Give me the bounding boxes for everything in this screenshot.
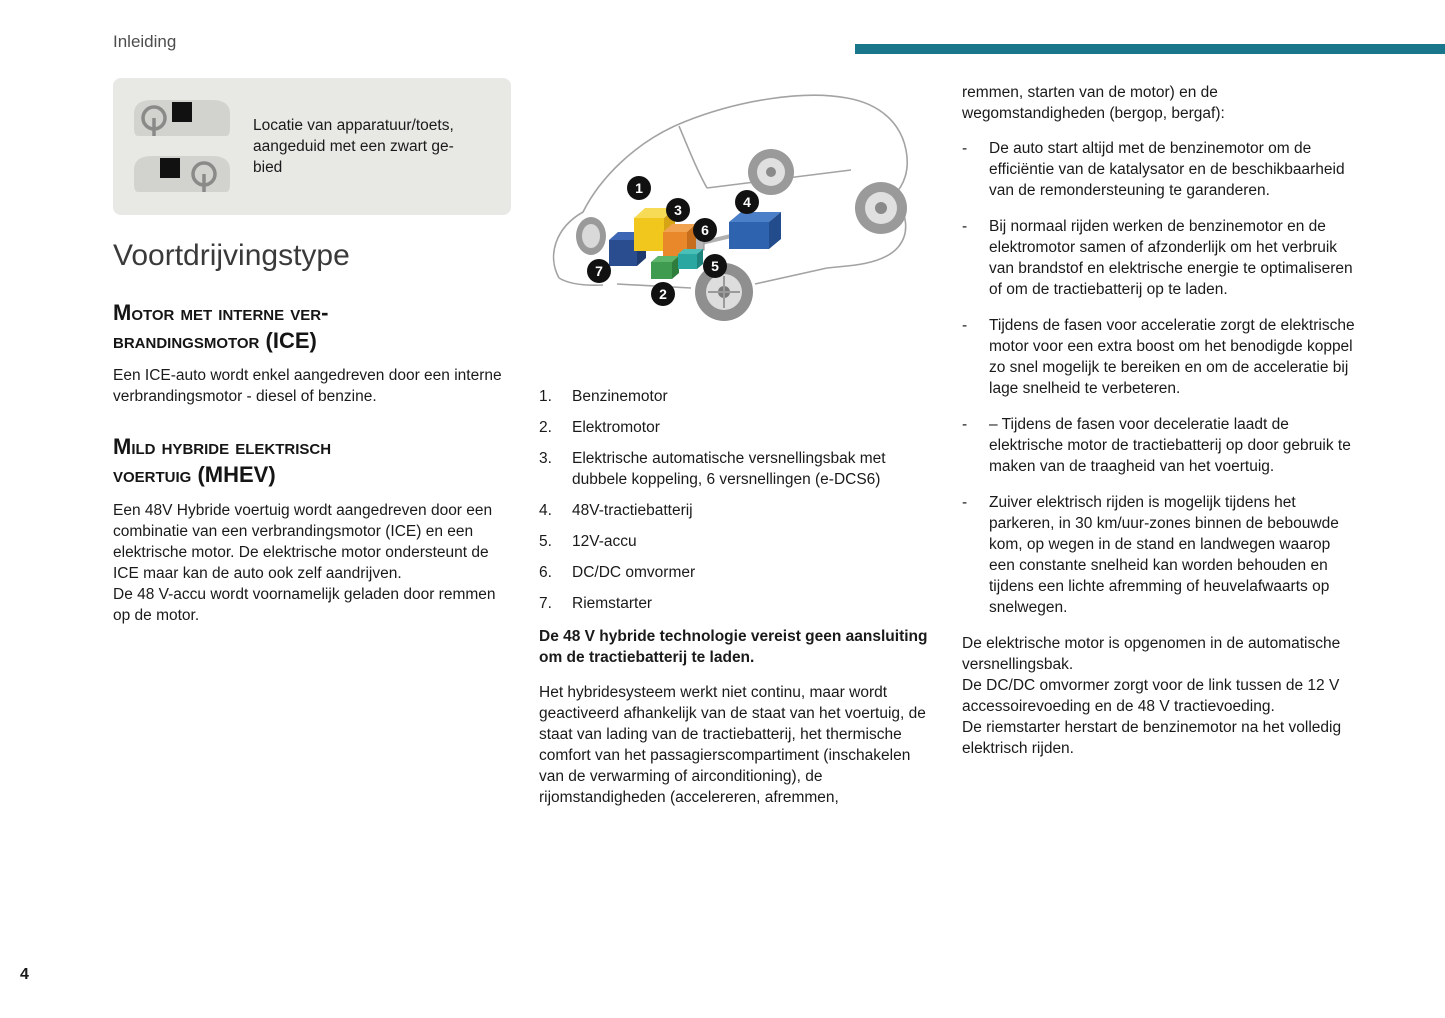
middle-column (539, 70, 931, 812)
hybrid-system-paragraph: Het hybridesysteem werkt niet continu, maar wordt geactiveerd afhankelijk van de staat van het voertuig, de staat van lading van de tractiebatterij, het thermische comfort van het passagierscompartiment (inschakelen van de verwarming of airconditioning), de rijomstandigheden (accelereren, afremmen, (539, 684, 926, 806)
bullet-item (962, 492, 1357, 618)
page-number: 4 (20, 966, 29, 983)
bullet-text: Bij normaal rijden werken de benzinemotor en de elektromotor samen of afzonderlijk om het verbruik van brandstof en elektrische energie te optimaliseren of om de tractiebatterij op te laden. (989, 218, 1353, 298)
list-item (539, 562, 931, 583)
bullet-item (962, 414, 1357, 477)
bullet-item (962, 138, 1357, 201)
list-item-text: Elektromotor (572, 419, 660, 436)
list-item-text: 12V-accu (572, 533, 637, 550)
list-item-number: 3. (539, 450, 552, 467)
list-item-text: Elektrische automatische versnellingsbak met dubbele koppeling, 6 versnellingen (e-DCS6) (572, 450, 886, 488)
list-item-number: 1. (539, 388, 552, 405)
svg-text:5: 5 (711, 258, 719, 274)
bullet-item (962, 216, 1357, 300)
list-item-number: 5. (539, 533, 552, 550)
rear-right-wheel-icon (855, 182, 907, 234)
bullet-marker: - (962, 494, 968, 511)
svg-text:6: 6 (701, 222, 709, 238)
component-list (539, 386, 931, 614)
legend-text-line: Locatie van apparatuur/toets, (253, 117, 454, 134)
intro-paragraph: remmen, starten van de motor) en de wegomstandigheden (bergop, bergaf): (962, 84, 1225, 122)
accent-bar (855, 44, 1445, 54)
powertrain-diagram (539, 70, 931, 372)
list-item-text: DC/DC omvormer (572, 564, 696, 581)
list-item-number: 2. (539, 419, 552, 436)
bold-note: De 48 V hybride technologie vereist geen aansluiting om de tractiebatterij te laden. (539, 628, 928, 666)
list-item (539, 531, 931, 552)
legend-text-line: bied (253, 159, 283, 176)
heading-line: voertuig (MHEV) (113, 462, 276, 488)
svg-text:2: 2 (659, 286, 667, 302)
right-column (962, 82, 1357, 759)
svg-text:7: 7 (595, 263, 603, 279)
bullet-marker: - (962, 218, 968, 235)
list-item-text: 48V-tractiebatterij (572, 502, 693, 519)
diagram-marker-5 (703, 254, 727, 278)
belt-starter-box (651, 256, 679, 279)
section-heading-ice (113, 299, 511, 355)
diagram-marker-3 (666, 198, 690, 222)
section-heading-mhev (113, 433, 511, 489)
bullet-marker: - (962, 317, 968, 334)
list-item (539, 386, 931, 407)
outro-line: De DC/DC omvormer zorgt voor de link tussen de 12 V accessoirevoeding en de 48 V tractievoeding. (962, 677, 1340, 715)
section-paragraph: Een ICE-auto wordt enkel aangedreven door een interne verbrandingsmotor - diesel of benzine. (113, 367, 502, 406)
list-item (539, 593, 931, 614)
svg-text:4: 4 (743, 194, 751, 210)
left-column (113, 78, 511, 630)
heading-line: brandingsmotor (ICE) (113, 328, 317, 354)
outro-block (962, 633, 1357, 759)
heading-line: Mild hybride elektrisch (113, 434, 332, 460)
bullet-text: De auto start altijd met de benzinemotor om de efficiëntie van de katalysator en de beschikbaarheid van de remondersteuning te garanderen. (989, 140, 1345, 199)
section-paragraph: Een 48V Hybride voertuig wordt aangedreven door een combinatie van een verbrandingsmotor (ICE) en een elektrische motor. De elektrische motor ondersteunt de ICE maar kan de auto ook zelf aandrijven. (113, 501, 493, 582)
bullet-text: Zuiver elektrisch rijden is mogelijk tijdens het parkeren, in 30 km/uur-zones binnen de bebouwde kom, op wegen in de stand en landwegen waarop een constante snelheid kan worden behouden en tijdens een lichte afremming of heuvelafwaarts op snelwegen. (989, 494, 1339, 616)
rear-left-wheel-icon (748, 149, 794, 195)
page-title: Voortdrijvingstype (113, 239, 350, 272)
bullet-text: Tijdens de fasen voor acceleratie zorgt de elektrische motor voor een extra boost om het benodigde koppel zo snel mogelijk te bereiken en om de acceleratie bij lage snelheid te verbeteren. (989, 317, 1355, 397)
steering-wheel-right-icon (132, 152, 232, 198)
list-item-number: 4. (539, 502, 552, 519)
bullet-marker: - (962, 140, 968, 157)
bullet-item (962, 315, 1357, 399)
diagram-marker-1 (627, 176, 651, 200)
diagram-marker-6 (693, 218, 717, 242)
front-right-wheel-icon (576, 217, 606, 255)
car-diagram-illustration (539, 70, 931, 372)
section-paragraph: De 48 V-accu wordt voornamelijk geladen door remmen op de motor. (113, 585, 496, 624)
battery-48v-box (729, 212, 781, 249)
page-header: Inleiding (113, 32, 177, 51)
legend-text-line: aangeduid met een zwart ge- (253, 138, 454, 155)
legend-info-box (113, 78, 511, 215)
diagram-marker-2 (651, 282, 675, 306)
list-item-text: Riemstarter (572, 595, 653, 612)
bullet-text: – Tijdens de fasen voor deceleratie laadt de elektrische motor de tractiebatterij op door gebruik te maken van de traagheid van het voertuig. (989, 416, 1351, 475)
list-item-text: Benzinemotor (572, 388, 668, 405)
list-item (539, 417, 931, 438)
outro-line: De elektrische motor is opgenomen in de automatische versnellingsbak. (962, 635, 1341, 673)
heading-line: Motor met interne ver- (113, 300, 329, 325)
diagram-marker-4 (735, 190, 759, 214)
list-item-number: 7. (539, 595, 552, 612)
list-item (539, 448, 931, 490)
svg-text:1: 1 (635, 180, 643, 196)
list-item (539, 500, 931, 521)
steering-wheel-left-icon (132, 96, 232, 142)
car-outline (554, 95, 908, 288)
legend-icons (127, 96, 237, 198)
legend-text (253, 115, 454, 178)
diagram-marker-7 (587, 259, 611, 283)
outro-line: De riemstarter herstart de benzinemotor na het volledig elektrisch rijden. (962, 719, 1342, 757)
bullet-marker: - (962, 416, 968, 433)
list-item-number: 6. (539, 564, 552, 581)
accu-12v-box (678, 249, 703, 269)
svg-text:3: 3 (674, 202, 682, 218)
